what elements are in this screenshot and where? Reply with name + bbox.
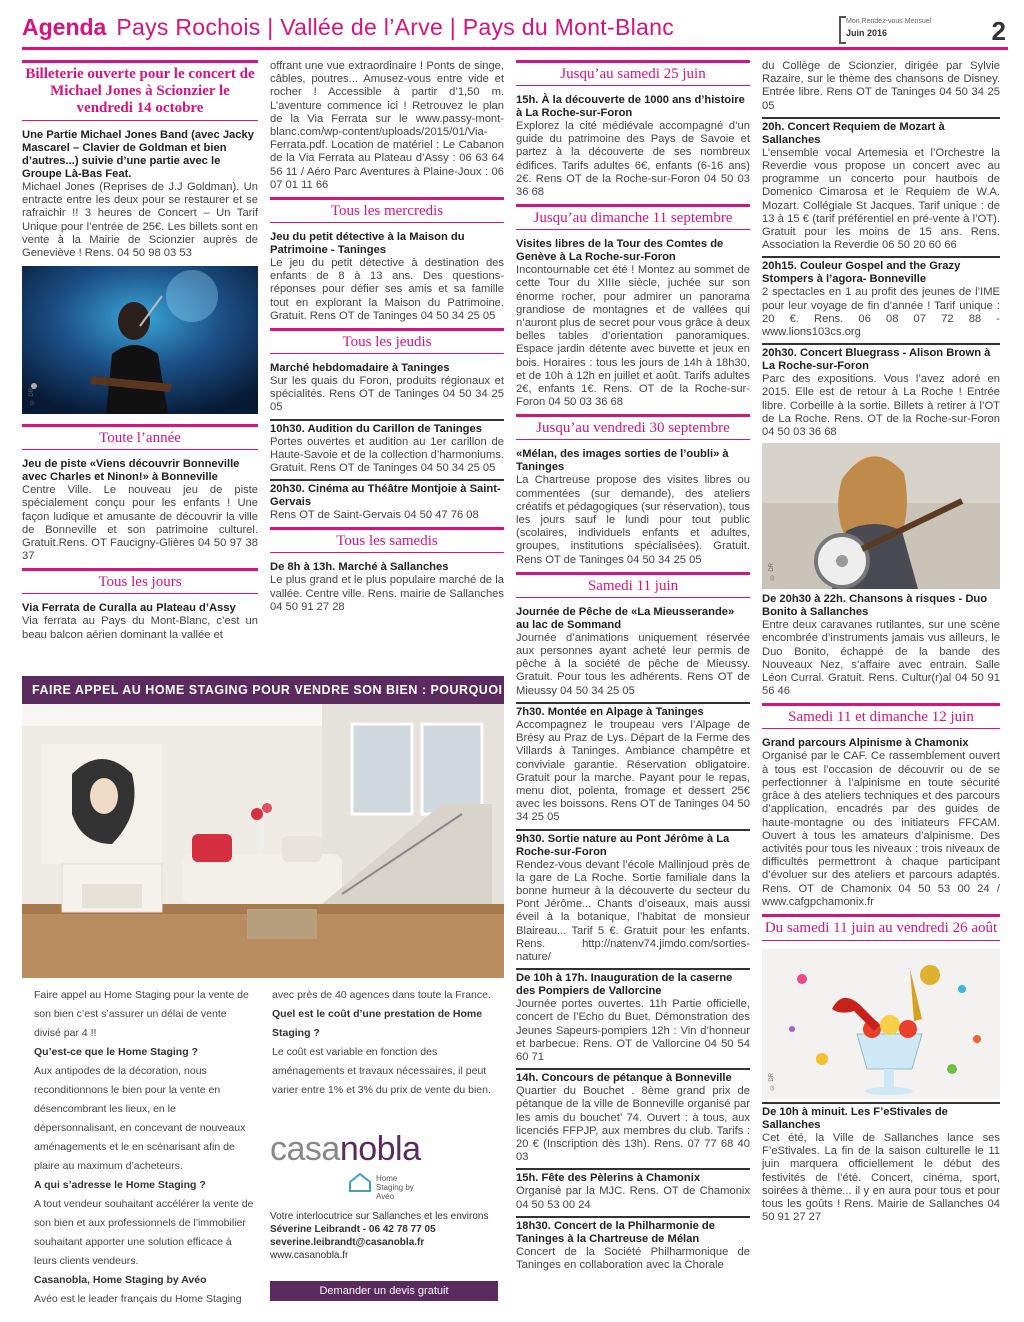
event-text: Journée portes ouvertes. 11h Partie officielle, concert de l’Echo du Buet. Démonstration des Jeunes Sapeurs-pompiers 12h : Vin d’honneur et barbecue. Rens. OT de Vallorcine 04 50 54 60 71 [516, 998, 750, 1063]
event-text: Accompagnez le troupeau vers l’Alpage de Brésy au Praz de Lys. Départ de la Ferme des Villards à Taninges. Ambiance champêtre et conviviale garantie. Réservation obligatoire. Gratuit pour la marche. Payant pour le repas, menu diot, polenta, fromage et dessert 25€ avec les boissons. Rens OT de Taninges 04 50 34 25 05 [516, 718, 750, 824]
logo-nobla: nobla [339, 1130, 421, 1168]
event-text: L’ensemble vocal Artemesia et l’Orchestre la Reverdie vous propose un concert avec au programme un concerto pour hautbois de Domenico Cimarosa et le Requiem de W.A. Mozart. Collégiale St Jacques. Tarif unique : de 13 à 15 € (tarif préférentiel en pré-vente à l’OT). Gratuit pour les moins de 15 ans. Rens. Association la Reverdie 06 50 20 60 66 [762, 146, 1000, 252]
section-title [762, 914, 1000, 944]
event-text: Via ferrata au Pays du Mont-Blanc, c’est un beau balcon aérien dominant la vallée et [22, 615, 258, 641]
column-3 [516, 60, 750, 1276]
header-rule [22, 47, 1008, 50]
event-item [762, 260, 1000, 339]
house-icon [348, 1172, 372, 1192]
photo-credit: © DR [29, 387, 35, 405]
event-item [762, 593, 1000, 698]
event-divider [762, 117, 1000, 119]
event-text: Entre deux caravanes rutilantes, sur une scène encombrée d’instruments jamais vus ailleurs, le Duo Bonito, échappé de la bande des Nouveaux Nez, s’affaire avec entrain. Salle Léon Curral. Gratuit. Rens. Cultur(r)al 04 50 91 56 46 [762, 619, 1000, 698]
event-heading: Marché hebdomadaire à Taninges [270, 362, 450, 375]
event-item [516, 1072, 750, 1164]
section-title-text: Samedi 11 juin [587, 577, 679, 594]
ad-question: Quel est le coût d’une prestation de Home Staging ? [272, 1008, 483, 1039]
event-item [22, 458, 258, 563]
event-text: Incontournable cet été ! Montez au sommet de cette Tour du XIIIe siècle, juchée sur son énorme rocher, pour admirer un panorama grandiose de montagnes et de vallées qui n’auront plus de secret pour vous grâce à deux belles tables d’orientation panoramiques. Espace jardin détente avec buvette et jeux en bois. Horaires : tous les jours de 14h à 18h30, et de 10h à 12h en juillet et août. Tarifs adultes 2€, enfants 1€. Rens. OT de la Roche-sur-Foron 04 50 03 36 68 [516, 264, 750, 409]
contact-name-phone: Séverine Leibrandt - 06 42 78 77 05 [270, 1224, 436, 1235]
ad-paragraph: A tout vendeur souhaitant accélérer la vente de son bien et aux professionnels de l’immobilier souhaitant apporter une solution efficace à leurs clients vendeurs. [34, 1198, 254, 1267]
event-heading: 10h30. Audition du Carillon de Taninges [270, 422, 482, 435]
section-title [516, 414, 750, 443]
event-item [762, 1106, 1000, 1224]
event-item [270, 483, 504, 522]
event-divider [516, 829, 750, 831]
event-heading: 20h15. Couleur Gospel and the Grazy Stompers à l’agora- Bonneville [762, 260, 961, 286]
header-title [22, 14, 674, 41]
festival-photo-image [762, 949, 1000, 1099]
event-divider [516, 968, 750, 970]
event-heading: Visites libres de la Tour des Comtes de Genève à La Roche-sur-Foron [516, 238, 724, 264]
event-text: Portes ouvertes et audition au 1er carillon de Haute-Savoie et de la collection d’harmoniums. Gratuit. Rens OT de Taninges 04 50 34 25 05 [270, 435, 504, 475]
ad-paragraph: Avéo est le leader français du Home Staging [34, 1293, 242, 1305]
agenda-label: Agenda [22, 14, 107, 40]
event-text: Michael Jones (Reprises de J.J Goldman). Un entracte entre les deux pour se restaurer et se rafraichir !! 3 heures de Concert – Un Tarif Unique pour l’entrée de 25€. Les billets sont en vente à la Mairie de Scionzier auprès de Geneviève ! Rens. 04 50 98 03 53 [22, 181, 258, 260]
issue-date: Juin 2016 [846, 28, 888, 38]
event-heading: Grand parcours Alpinisme à Chamonix [762, 737, 969, 750]
event-item [516, 706, 750, 825]
event-item [516, 1220, 750, 1272]
event-text: offrant une vue extraordinaire ! Ponts de singe, câbles, poutres... Amusez-vous entre vide et rocher ! Accessible à partir d’1,50 m. L’aventure commence ici ! Retrouvez le plan de la Via Ferrata sur le www.passy-mont-blanc.com/wp-content/uploads/2015/01/Via-Ferrata.pdf. Location de matériel : Le Cabanon de la Via Ferrata au Plateau d’Assy : 06 63 64 56 11 / Aéro Parc Aventures à Plaine-Joux : 06 07 01 11 66 [270, 60, 504, 191]
concert-photo [22, 266, 258, 414]
section-title [516, 60, 750, 89]
column-2 [270, 60, 504, 618]
ad-question: Qu’est-ce que le Home Staging ? [34, 1046, 198, 1058]
event-heading: De 10h à minuit. Les F’eStivales de Sallanches [762, 1105, 948, 1131]
event-item [270, 423, 504, 476]
event-heading: De 8h à 13h. Marché à Sallanches [270, 561, 449, 574]
issue-info [846, 17, 931, 38]
event-heading: Jeu du petit détective à la Maison du Patrimoine - Taninges [270, 231, 465, 257]
section-title-text: Samedi 11 et dimanche 12 juin [788, 709, 974, 726]
logo-casa: casa [270, 1130, 340, 1168]
event-divider [516, 702, 750, 704]
event-text: Explorez la cité médiévale accompagné d’un guide du patrimoine des Pays de Savoie et partez à la découverte de ses nombreux édifices. Tarifs adultes 6€, enfants (6-16 ans) 2€. Rens OT de la Roche-sur-Foron 04 50 03 36 68 [516, 120, 750, 199]
section-title-text: Tous les jours [98, 574, 182, 591]
column-4 [762, 60, 1000, 1228]
section-title-text: Jusqu’au samedi 25 juin [560, 66, 706, 82]
section-title [762, 703, 1000, 732]
event-text: Organisé par la MJC. Rens. OT de Chamonix 04 50 53 00 24 [516, 1185, 750, 1211]
event-heading: Une Partie Michael Jones Band (avec Jacky Mascarel – Clavier de Goldman et bien d’autres...) suivie d’une partie avec le Groupe Là-Bas Feat. [22, 129, 254, 180]
event-divider [762, 1102, 1000, 1104]
event-item [516, 238, 750, 409]
event-item [270, 362, 504, 415]
event-text: du Collège de Scionzier, dirigée par Sylvie Razaire, sur le thème des chansons de Disney. Entrée libre. Rens OT de Taninges 04 50 34 25 05 [762, 60, 1000, 112]
event-item [516, 606, 750, 698]
section-title [516, 204, 750, 233]
event-heading: Via Ferrata de Curalla au Plateau d’Assy [22, 602, 236, 615]
logo-wordmark [270, 1130, 421, 1169]
section-title-text: Du samedi 11 juin au vendredi 26 août [764, 919, 998, 936]
section-title [22, 568, 258, 597]
event-text: Centre Ville. Le nouveau jeu de piste spécialement conçu pour les enfants ! Une façon ludique et amusante de découvrir la ville de Bonneville et son patrimoine culturel. Gratuit.Rens. OT Faucigny-Glières 04 50 97 38 37 [22, 484, 258, 563]
event-heading: Journée de Pêche de «La Mieusserande» au lac de Sommand [516, 605, 735, 631]
event-text: 2 spectacles en 1 au profit des jeunes de l’IME pour leur voyage de fin d’année ! Tarif unique : 20 €. Rens. 06 08 07 72 88 - www.lions103cs.org [762, 286, 1000, 339]
ad-paragraph: Faire appel au Home Staging pour la vente de son bien c’est s’assurer un délai de vente divisé par 4 !! [34, 989, 249, 1039]
event-item [270, 561, 504, 614]
event-divider [516, 1168, 750, 1170]
section-title [22, 424, 258, 453]
event-text: Sur les quais du Foron, produits régionaux et spécialités. Rens OT de Taninges 04 50 34 25 05 [270, 375, 504, 414]
event-heading: De 20h30 à 22h. Chansons à risques - Duo Bonito à Sallanches [762, 593, 988, 619]
event-item [270, 60, 504, 192]
event-text: Quartier du Bouchet . 8ème grand prix de pétanque de la ville de Bonneville organisé par les amis du bouchet’ 74. Ouvert : à tous, aux licenciés FFPJP, aux membres du club. Tarifs : 20 € (Inscription dès 13h). Rens. 07 77 68 40 03 [516, 1085, 750, 1164]
event-heading: Jeu de piste «Viens découvrir Bonneville avec Charles et Ninon!» à Bonneville [22, 458, 240, 484]
section-title-text: Tous les mercredis [330, 203, 444, 220]
event-text: Organisé par le CAF. Ce rassemblement ouvert à tous est l’occasion de découvrir ou de se perfectionner à l’alpinisme en toute sécurité grâce à des ateliers techniques et des parcours d’application, encadrés par des guides de haute-montagne ou des initiateurs FFCAM. Ouvert à tous les amateurs d’alpinisme. Des activités pour tous les niveaux : trois niveaux de difficultés permettront à chaque participant d’évoluer sur des ateliers et parcours adaptés. Rens. OT de Chamonix 04 50 53 00 24 / www.cafgpchamonix.fr [762, 750, 1000, 908]
ad-paragraph: avec près de 40 agences dans toute la France. [272, 989, 491, 1001]
section-title-text: Tous les jeudis [342, 334, 432, 351]
casanobla-logo [270, 1130, 421, 1201]
page-header [22, 14, 1008, 50]
page-number: 2 [991, 16, 1006, 46]
section-title [270, 197, 504, 226]
region-subtitle: Pays Rochois | Vallée de l’Arve | Pays du Mont-Blanc [116, 14, 674, 40]
event-divider [762, 256, 1000, 258]
event-text: La Chartreuse propose des visites libres ou commentées (sur demande), des ateliers créatifs et pédagogiques (sur réservation), tous les jours sauf le lundi pour tout public (scolaires, individuels enfants et adultes, groupes, institutions spécialisées). Gratuit. Rens OT de Taninges 04 50 34 25 05 [516, 474, 750, 566]
contact-intro: Votre interlocutrice sur Sallanches et les environs [270, 1211, 489, 1222]
quote-request-button[interactable]: Demander un devis gratuit [270, 1281, 498, 1301]
event-heading: 15h. À la découverte de 1000 ans d’histoire à La Roche-sur-Foron [516, 94, 745, 119]
event-text: Le plus grand et le plus populaire marché de la vallée. Centre ville. Rens. mairie de Sallanches 04 50 91 27 28 [270, 574, 504, 613]
event-heading: 14h. Concours de pétanque à Bonneville [516, 1072, 732, 1085]
event-divider [762, 343, 1000, 345]
event-item [762, 60, 1000, 113]
event-divider [516, 1216, 750, 1218]
event-item [516, 94, 750, 199]
section-title-text: Jusqu’au dimanche 11 septembre [533, 210, 733, 227]
event-item [762, 737, 1000, 908]
photo-credit: © DR [769, 1072, 775, 1089]
banjo-photo [762, 443, 1000, 589]
ad-paragraph: Le coût est variable en fonction des aménagements et travaux nécessaires, il peut varier entre 1% et 3% du prix de vente du bien. [272, 1046, 491, 1096]
event-item [270, 231, 504, 323]
column-1 [22, 60, 258, 646]
event-divider [270, 479, 504, 481]
event-divider [516, 1068, 750, 1070]
section-title-text: Billeterie ouverte pour le concert de Michael Jones à Scionzier le vendredi 14 octobre [25, 66, 255, 116]
event-item [22, 602, 258, 641]
living-room-photo [22, 704, 504, 978]
event-text: Rens OT de Saint-Gervais 04 50 47 76 08 [270, 509, 479, 522]
event-heading: 9h30. Sortie nature au Pont Jérôme à La Roche-sur-Foron [516, 832, 730, 858]
ad-banner: FAIRE APPEL AU HOME STAGING POUR VENDRE SON BIEN : POURQUOI [22, 676, 504, 704]
event-heading: «Mélan, des images sorties de l’oubli» à Taninges [516, 448, 729, 474]
header-bracket [839, 16, 846, 44]
event-item [516, 972, 750, 1064]
contact-website[interactable]: www.casanobla.fr [270, 1250, 349, 1261]
event-item [516, 833, 750, 965]
contact-block [270, 1210, 500, 1262]
event-item [762, 347, 1000, 439]
section-title-text: Tous les samedis [336, 533, 438, 550]
section-title [22, 60, 258, 124]
photo-credit: © DR [769, 562, 775, 580]
ad-question: A qui s’adresse le Home Staging ? [34, 1179, 206, 1191]
event-heading: 18h30. Concert de la Philharmonie de Taninges à la Chartreuse de Mélan [516, 1219, 715, 1245]
home-staging-text-right [272, 986, 498, 1100]
event-item [516, 448, 750, 566]
section-title-text: Jusqu’au vendredi 30 septembre [536, 420, 730, 437]
event-text: Journée d’animations uniquement réservée aux personnes ayant acheté leur permis de pêche à la société de pêche de Mieussy. Gratuit. Pour tous les adhérents. Rens OT de Mieussy 04 50 34 25 05 [516, 631, 750, 697]
event-heading: 20h. Concert Requiem de Mozart à Sallanches [762, 120, 945, 146]
event-text: Parc des expositions. Vous l’avez adoré en 2015. Elle est de retour à La Roche ! Entrée libre. Corbeille à la sortie. Billets à retirer à l’OT de La Roche. Rens. OT de la Roche-sur-Foron 04 50 03 36 68 [762, 373, 1000, 439]
home-staging-ad [22, 676, 504, 978]
concert-photo-image [22, 266, 258, 414]
living-room-image [22, 704, 504, 978]
section-title-text: Toute l’année [99, 430, 181, 447]
event-item [22, 129, 258, 260]
event-text: Rendez-vous devant l’école Mallinjoud près de la gare de La Roche. Sortie familiale dans la bonne humeur à la découverte du secteur du Pont Jérôme... Chants d’oiseaux, mais aussi éveil à la botanique, l’habitat de monsieur Blaireau... Tarif 5 €. Gratuit pour les enfants. Rens. http://natenv74.jimdo.com/sorties-nature/ [516, 858, 750, 963]
ad-question: Casanobla, Home Staging by Avéo [34, 1274, 207, 1286]
event-heading: 15h. Fête des Pèlerins à Chamonix [516, 1172, 701, 1185]
event-divider [270, 419, 504, 421]
section-title [270, 328, 504, 357]
event-heading: 20h30. Concert Bluegrass - Alison Brown à La Roche-sur-Foron [762, 347, 991, 373]
event-item [516, 1172, 750, 1211]
event-heading: 20h30. Cinéma au Théâtre Montjoie à Saint-Gervais [270, 483, 501, 509]
ad-paragraph: Aux antipodes de la décoration, nous reconditionnons le bien pour la vente en désencombrant les lieux, en le dépersonnalisant, en concevant de nouveaux aménagements et le en scénarisant afin de plaire au maximum d’acheteurs. [34, 1065, 246, 1172]
contact-email[interactable]: severine.leibrandt@casanobla.fr [270, 1237, 425, 1248]
home-staging-text-left [34, 986, 256, 1309]
event-heading: De 10h à 17h. Inauguration de la caserne des Pompiers de Vallorcine [516, 972, 733, 998]
event-text: Le jeu du petit détective à destination des enfants de 8 à 13 ans. Des questions-réponses pour défier ses amis et sa famille tout en explorant la Maison du Patrimoine. Gratuit. Rens OT de Taninges 04 50 34 25 05 [270, 257, 504, 322]
magazine-tagline: Mon Rendez-vous Mensuel [846, 18, 932, 25]
banjo-photo-image [762, 443, 1000, 589]
event-text: Concert de la Société Philharmonique de Taninges en collaboration avec la Chorale [516, 1245, 750, 1271]
event-item [762, 121, 1000, 253]
section-title [270, 527, 504, 556]
section-title [516, 572, 750, 601]
event-text: Cet été, la Ville de Sallanches lance ses F’eStivales. La fin de la saison culturelle le 11 juin marquera officiellement le début des festivités de l’été. Concert, cinéma, sport, soirées à thème... il y en aura pour tous et pour tous les goûts ! Rens. Mairie de Sallanches 04 50 91 27 27 [762, 1131, 1000, 1224]
logo-tagline: Home Staging by Avéo [376, 1174, 414, 1201]
event-heading: 7h30. Montée en Alpage à Taninges [516, 705, 704, 718]
festival-photo [762, 949, 1000, 1099]
